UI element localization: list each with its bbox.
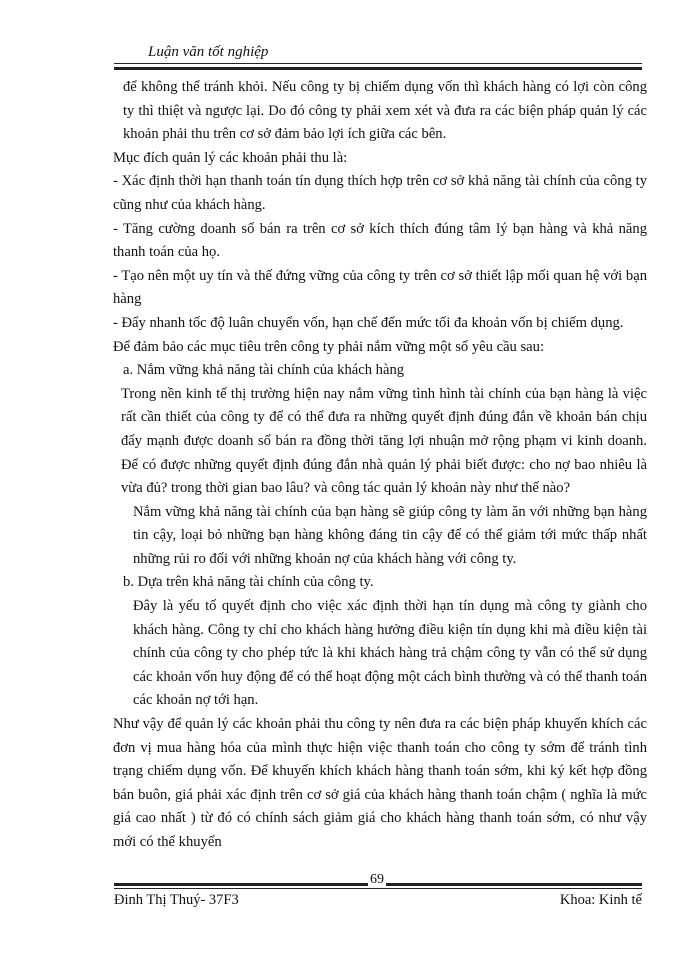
section-heading: a. Nắm vững khả năng tài chính của khách hàng: [123, 362, 405, 379]
paragraph: để không thể tránh khỏi. Nếu công ty bị chiếm dụng vốn thì khách hàng có lợi còn công ty thì thiệt và ngược lại. Do đó công ty phải xem xét và đưa ra các biện pháp quản lý các khoản phải thu trên cơ sở đảm bảo lợi ích giữa các bên.: [123, 79, 647, 143]
section-heading: b. Dựa trên khả năng tài chính của công ty.: [123, 574, 374, 591]
header-rule-thick: [114, 67, 642, 70]
paragraph: Mục đích quản lý các khoản phải thu là:: [113, 149, 348, 166]
paragraph: Trong nền kinh tế thị trường hiện nay nắm vững tình hình tài chính của bạn hàng là việc rất cần thiết của công ty để có thể đưa ra những quyết định đúng đắn về khoản bán chịu đẩy mạnh được doanh số bán ra đồng thời tăng lợi nhuận mở rộng phạm vi kinh doanh. Để có được những quyết định đúng đắn nhà quản lý phải biết được: cho nợ bao nhiêu là vừa đủ? trong thời gian bao lâu? và công tác quản lý khoản này như thế nào?: [121, 385, 647, 497]
paragraph: Để đảm bảo các mục tiêu trên công ty phải nắm vững một số yêu cầu sau:: [113, 338, 545, 355]
paragraph: Như vậy để quản lý các khoản phải thu công ty nên đưa ra các biện pháp khuyến khích các đơn vị mua hàng hóa của mình thực hiện việc thanh toán cho công ty sớm để tránh tình trạng chiếm dụng vốn. Để khuyến khích khách hàng thanh toán sớm, khi ký kết hợp đồng bán buôn, giá phải xác định trên cơ sở giá của khách hàng thanh toán chậm ( nghĩa là mức giá cao nhất ) từ đó có chính sách giảm giá cho khách hàng thanh toán sớm, có như vậy mới có thể khuyến: [113, 716, 647, 850]
header-rule: [114, 63, 642, 64]
footer-author: Đinh Thị Thuý- 37F3: [114, 892, 239, 908]
paragraph: Đây là yếu tố quyết định cho việc xác định thời hạn tín dụng mà công ty giành cho khách hàng. Công ty chỉ cho khách hàng hưởng điều kiện tín dụng khi mà điều kiện tài chính của công ty cho phép tức là khi khách hàng trả chậm công ty vẫn có thể sử dụng các khoản vốn huy động để có thể hoạt động một cách bình thường và có thể thanh toán các khoản nợ tới hạn.: [133, 598, 647, 709]
paragraph: Nắm vững khả năng tài chính của bạn hàng sẽ giúp công ty làm ăn với những bạn hàng tin cậy, loại bỏ những bạn hàng không đáng tin cậy để có thể giảm tới mức thấp nhất những rủi ro đối với những khoản nợ của khách hàng với công ty.: [133, 503, 647, 567]
list-item: - Xác định thời hạn thanh toán tín dụng thích hợp trên cơ sở khả năng tài chính của công ty cũng như của khách hàng.: [113, 173, 647, 213]
header-title: Luận văn tốt nghiệp: [148, 44, 269, 60]
footer-rule: [114, 888, 642, 889]
list-item: - Đẩy nhanh tốc độ luân chuyển vốn, hạn chế đến mức tối đa khoản vốn bị chiếm dụng.: [113, 314, 624, 331]
footer-department: Khoa: Kinh tế: [559, 892, 642, 908]
page-number: 69: [370, 872, 384, 887]
page-body: [113, 76, 647, 855]
list-item: - Tạo nên một uy tín và thế đứng vững của công ty trên cơ sở thiết lập mối quan hệ với bạn hàng: [113, 267, 647, 308]
list-item: - Tăng cường doanh số bán ra trên cơ sở kích thích đúng tâm lý bạn hàng và khả năng thanh toán của họ.: [113, 220, 647, 261]
